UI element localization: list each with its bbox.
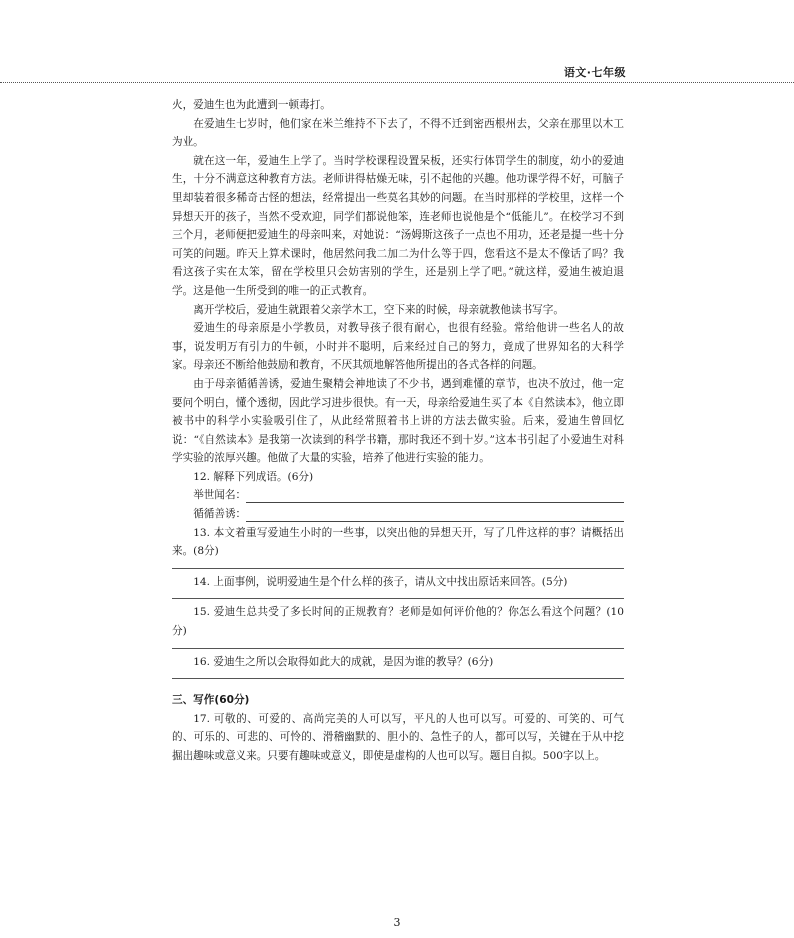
question-13: 13. 本文着重写爱迪生小时的一些事，以突出他的异想天开，写了几件这样的事？请概括出来。(8分) — [172, 526, 624, 558]
passage-paragraph: 爱迪生的母亲原是小学教员，对教导孩子很有耐心，也很有经验。常给他讲一些名人的故事，说发明万有引力的牛顿，小时并不聪明，后来经过自己的努力，竟成了世界知名的大科学家。母亲还不断给他鼓励和教育，不厌其烦地解答他所提出的各式各样的问题。 — [172, 322, 624, 372]
idiom-label: 举世闻名： — [193, 489, 247, 502]
header-divider — [0, 82, 794, 83]
question-12-item-a — [172, 486, 624, 505]
answer-line[interactable] — [172, 591, 624, 599]
answer-blank[interactable] — [246, 507, 624, 522]
answer-line[interactable] — [172, 561, 624, 569]
page-header — [0, 0, 794, 84]
header-subject-grade: 语文·七年级 — [563, 66, 626, 79]
passage-paragraph: 由于母亲循循善诱，爱迪生聚精会神地读了不少书，遇到难懂的章节，也决不放过，他一定要问个明白，懂个透彻，因此学习进步很快。有一天，母亲给爱迪生买了本《自然读本》，他立即被书中的科学小实验吸引住了，从此经常照着书上讲的方法去做实验。后来，爱迪生曾回忆说：“《自然读本》是我第一次读到的科学书籍，那时我还不到十岁。”这本书引起了小爱迪生对科学实验的浓厚兴趣。他做了大量的实验，培养了他进行实验的能力。 — [172, 377, 624, 465]
idiom-label: 循循善诱： — [193, 508, 247, 521]
passage-paragraph: 就在这一年，爱迪生上学了。当时学校课程设置呆板，还实行体罚学生的制度，幼小的爱迪生，十分不满意这种教育方法。老师讲得枯燥无味，引不起他的兴趣。他功课学得不好，可脑子里却装着很多稀奇古怪的想法，经常提出一些莫名其妙的问题。在当时那样的学校里，这样一个异想天开的孩子，当然不受欢迎，同学们都说他笨，连老师也说他是个“低能儿”。在校学习不到三个月，老师便把爱迪生的母亲叫来，对她说：“汤姆斯这孩子一点也不用功，还老是提一些十分可笑的问题。昨天上算术课时，他居然问我二加二为什么等于四，您看这不是太不像话了吗？我看这孩子实在太笨，留在学校里只会妨害别的学生，还是别上学了吧。”就这样，爱迪生被迫退学。这是他一生所受到的唯一的正式教育。 — [172, 154, 624, 297]
section-heading-writing: 三、写作(60分) — [172, 694, 250, 707]
answer-line[interactable] — [172, 641, 624, 649]
answer-blank[interactable] — [246, 488, 624, 503]
question-16: 16. 爱迪生之所以会取得如此大的成就，是因为谁的教导？(6分) — [193, 655, 494, 668]
passage-paragraph: 在爱迪生七岁时，他们家在米兰维持不下去了，不得不迁到密西根州去，父亲在那里以木工为业。 — [172, 117, 624, 149]
question-12: 12. 解释下列成语。(6分) — [193, 470, 314, 483]
passage-paragraph: 火，爱迪生也为此遭到一顿毒打。 — [172, 99, 331, 111]
question-12-item-b — [172, 505, 624, 524]
question-15: 15. 爱迪生总共受了多长时间的正规教育？老师是如何评价他的？你怎么看这个问题？(10分) — [172, 606, 624, 638]
question-17: 17. 可敬的、可爱的、高尚完美的人可以写，平凡的人也可以写。可爱的、可笑的、可气的、可乐的、可悲的、可怜的、滑稽幽默的、胆小的、急性子的人，都可以写，关键在于从中挖掘出趣味或意义来。只要有趣味或意义，即使是虚构的人也可以写。题目自拟。500字以上。 — [172, 712, 624, 762]
answer-line[interactable] — [172, 671, 624, 679]
passage-paragraph: 离开学校后，爱迪生就跟着父亲学木工，空下来的时候，母亲就教他读书写字。 — [193, 303, 564, 316]
page-content — [172, 96, 624, 766]
page-number: 3 — [393, 916, 401, 929]
question-14: 14. 上面事例，说明爱迪生是个什么样的孩子，请从文中找出原话来回答。(5分) — [193, 575, 568, 588]
